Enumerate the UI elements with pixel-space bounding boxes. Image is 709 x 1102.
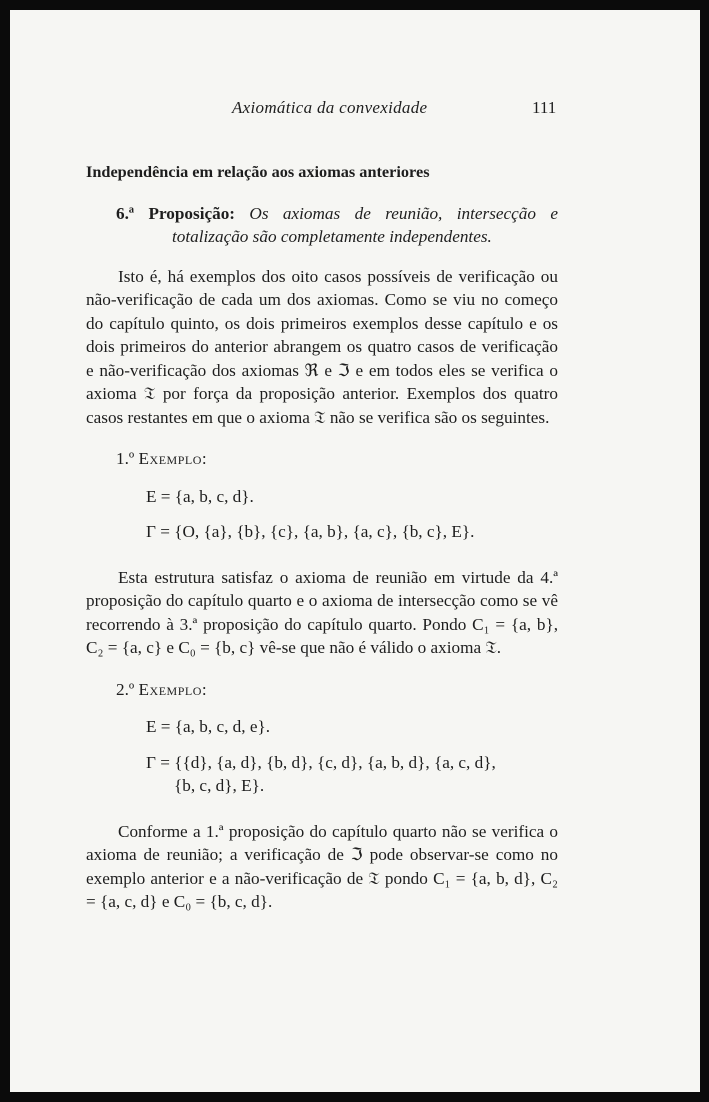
example-2-formula-Gamma bbox=[146, 751, 558, 798]
example-2-word: Exemplo: bbox=[138, 679, 208, 699]
page-number: 111 bbox=[532, 98, 557, 117]
page-content bbox=[86, 160, 558, 932]
example-2-formula-Gamma-line-1: Γ = {{d}, {a, d}, {b, d}, {c, d}, {a, b, d}, {a, c, d}, bbox=[146, 752, 496, 772]
running-title: Axiomática da convexidade bbox=[232, 98, 428, 117]
example-2-paragraph: Conforme a 1.ª proposição do capítulo quarto não se verifica o axioma de reunião; a verificação de ℑ pode observar-se como no exemplo anterior e a não-verificação de 𝔗 pondo C₁ = {a, b, d}, C₂ = {a, c, d} e C₀ = {b, c, d}. bbox=[86, 821, 558, 911]
example-2-heading bbox=[116, 678, 558, 702]
proposition-line-1 bbox=[116, 202, 558, 226]
example-2-formulas bbox=[86, 715, 558, 798]
proposition-text-1: Os axiomas de reunião, intersecção e bbox=[249, 203, 558, 223]
paragraph-intro: Isto é, há exemplos dos oito casos possíveis de verificação ou não-verificação de cada um dos axiomas. Como se viu no começo do capítulo quinto, os dois primeiros exemplos desse capítulo e os dois primeiros do anterior abrangem os quatro casos de verificação e não-verificação dos axiomas ℜ e ℑ e em todos eles se verifica o axioma 𝔗 por força da proposição anterior. Exemplos dos quatro casos restantes em que o axioma 𝔗 não se verifica são os seguintes. bbox=[86, 266, 558, 427]
example-1-formulas bbox=[86, 485, 558, 544]
example-1-formula-E: E = {a, b, c, d}. bbox=[146, 486, 254, 506]
example-1-formula-Gamma: Γ = {O, {a}, {b}, {c}, {a, b}, {a, c}, {b, c}, E}. bbox=[146, 522, 475, 541]
example-1-paragraph: Esta estrutura satisfaz o axioma de reunião em virtude da 4.ª proposição do capítulo quarto e o axioma de intersecção como se vê recorrendo à 3.ª proposição do capítulo quarto. Pondo C₁ = {a, b}, C₂ = {a, c} e C₀ = {b, c} vê-se que não é válido o axioma 𝔗. bbox=[86, 567, 558, 657]
example-1-number: 1.º bbox=[116, 449, 135, 468]
proposition bbox=[86, 202, 558, 249]
example-1-heading bbox=[116, 447, 558, 471]
section-heading: Independência em relação aos axiomas anteriores bbox=[86, 162, 430, 181]
proposition-label: 6.ª Proposição: bbox=[116, 203, 236, 223]
example-2-number: 2.º bbox=[116, 679, 135, 699]
proposition-text-2: totalização são completamente independentes. bbox=[172, 227, 492, 246]
page bbox=[10, 10, 700, 1092]
example-2-formula-Gamma-line-2: {b, c, d}, E}. bbox=[174, 776, 265, 795]
running-header bbox=[10, 98, 700, 122]
example-1-word: Exemplo: bbox=[138, 449, 208, 468]
example-2-formula-E: E = {a, b, c, d, e}. bbox=[146, 717, 271, 736]
